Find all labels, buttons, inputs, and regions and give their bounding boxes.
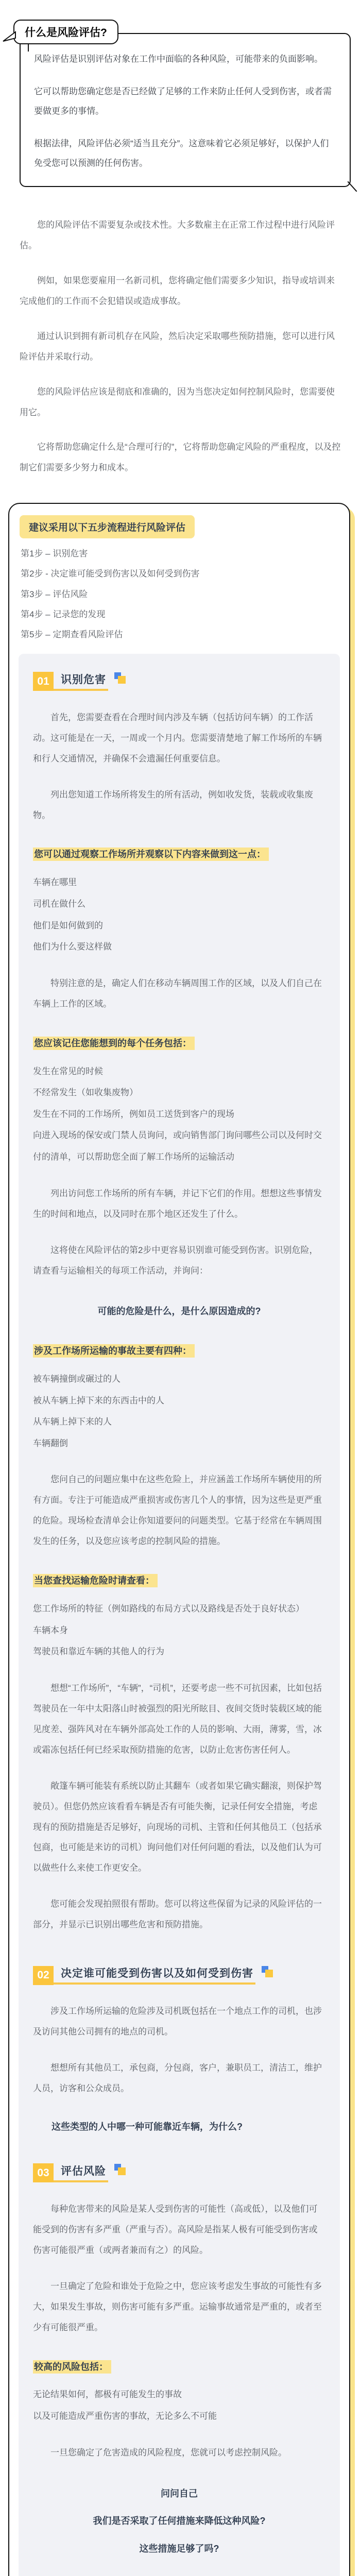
list-line: 您工作场所的特征（例如路线的布局方式以及路线是否处于良好状态） bbox=[33, 1603, 304, 1614]
paragraph: 一旦确定了危险和谁处于危险之中，您应该考虑发生事故的可能性有多大，如果发生事故，则伤害可能有多严重。运输事故通常是严重的，或者至少有可能很严重。 bbox=[33, 2281, 322, 2332]
section-header bbox=[33, 671, 325, 692]
step-list bbox=[19, 544, 340, 644]
list-line: 向进入现场的保安或门禁人员询问，或向销售部门询问哪些公司以及何时交付的清单，可以帮助您全面了解工作场所的运输活动 bbox=[33, 1130, 322, 1162]
step-item: 第4步 – 记录您的发现 bbox=[21, 609, 106, 619]
yellow-square bbox=[118, 2167, 126, 2175]
step-item: 第3步 – 评估风险 bbox=[21, 589, 88, 599]
subheading-highlight: 您可以通过观察工作场所并观察以下内容来做到这一点： bbox=[33, 848, 269, 861]
list-line: 被从车辆上掉下来的东西击中的人 bbox=[33, 1395, 164, 1405]
subheading-highlight: 较高的风险包括： bbox=[33, 2360, 111, 2374]
five-step-title-highlight: 建议采用以下五步流程进行风险评估 bbox=[20, 515, 195, 538]
section-number-badge: 01 bbox=[33, 672, 54, 691]
section-title: 评估风险 bbox=[61, 2165, 106, 2177]
section-title: 识别危害 bbox=[61, 673, 106, 686]
list-line: 驾驶员和靠近车辆的其他人的行为 bbox=[33, 1647, 164, 1657]
step-item: 第5步 – 定期查看风险评估 bbox=[21, 629, 123, 639]
list-line: 车辆在哪里 bbox=[33, 877, 77, 888]
overlap-squares-icon bbox=[262, 1965, 274, 1978]
paragraph: 您可能会发现拍照很有帮助。您可以将这些保留为记录的风险评估的一部分，并显示已识别出哪些危害和预防措施。 bbox=[33, 1899, 322, 1930]
paragraph: 它可以帮助您确定您是否已经做了足够的工作来防止任何人受到伤害，或者需要做更多的事情。 bbox=[34, 87, 332, 116]
section-title: 决定谁可能受到伤害以及如何受到伤害 bbox=[61, 1968, 253, 1980]
paragraph: 风险评估是识别评估对象在工作中面临的各种风险，可能带来的负面影响。 bbox=[34, 54, 323, 64]
list-line: 发生在不同的工作场所，例如员工送货到客户的现场 bbox=[33, 1109, 234, 1119]
section-02 bbox=[33, 1965, 325, 2133]
list-line: 发生在常见的时候 bbox=[33, 1066, 103, 1076]
overlap-squares-icon bbox=[114, 671, 127, 685]
question-line: 可能的危险是什么，是什么原因造成的? bbox=[97, 1306, 261, 1317]
list-line: 车辆翻倒 bbox=[33, 1438, 68, 1448]
section-header bbox=[33, 2163, 325, 2183]
subheading-highlight-row bbox=[33, 1571, 325, 1591]
subheading-highlight-row bbox=[33, 1034, 325, 1054]
paragraph: 这将使在风险评估的第2步中更容易识别谁可能受到伤害。识别危险，请查看与运输相关的每项工作活动，并询问： bbox=[33, 1245, 318, 1276]
list-line: 无论结果如何，都极有可能发生的事故 bbox=[33, 2389, 182, 2400]
subheading-highlight-row bbox=[33, 2358, 325, 2377]
paragraph: 想想“工作场所”，“车辆”，“司机”，还要考虑一些不可抗因素，比如包括驾驶员在一年中太阳落山时被强烈的阳光所眩目、夜间交货时装载区域的能见度差、强阵风对在车辆外部高处工作的人员的影响、大雨，薄雾，雪，冰或霜冻包括任何已经采取预防措施的危害，以防止危害伤害任何人。 bbox=[33, 1683, 322, 1755]
paragraph: 特别注意的是，确定人们在移动车辆周围工作的区域，以及人们自己在车辆上工作的区域。 bbox=[33, 978, 322, 1009]
yellow-square bbox=[118, 676, 126, 684]
paragraph: 列出您知道工作场所将发生的所有活动，例如收发货，装载或收集废物。 bbox=[33, 789, 313, 820]
subheading-highlight: 您应该记住您能想到的每个任务包括： bbox=[33, 1037, 195, 1050]
paragraph: 您问自己的问题应集中在这些危险上，并应涵盖工作场所车辆使用的所有方面。专注于可能造成严重损害或伤害几个人的事情，因为这些是更严重的危险。现场检查清单会让你知道要问的问题类型。它基于经常在车辆周围发生的任务，以及您应该考虑的控制风险的措施。 bbox=[33, 1475, 322, 1547]
section-heading bbox=[33, 671, 106, 692]
subheading-highlight: 涉及工作场所运输的事故主要有四种： bbox=[33, 1344, 195, 1358]
paragraph: 通过认识到拥有新司机存在风险，然后决定采取哪些预防措施，您可以进行风险评估并采取行动。 bbox=[20, 331, 335, 362]
list-line: 被车辆撞倒或碾过的人 bbox=[33, 1374, 121, 1384]
paragraph: 您的风险评估不需要复杂或技术性。大多数雇主在正常工作过程中进行风险评估。 bbox=[20, 219, 335, 250]
list-line: 司机在做什么 bbox=[33, 899, 85, 909]
section-heading bbox=[33, 2163, 106, 2183]
subheading-highlight: 当您查找运输危险时请查看： bbox=[33, 1574, 158, 1587]
question-line: 这些措施足够了吗? bbox=[139, 2543, 219, 2554]
paragraph: 根据法律，风险评估必须“适当且充分”。这意味着它必须足够好，以保护人们免受您可以预测的任何伤害。 bbox=[34, 139, 329, 168]
paragraph: 敞篷车辆可能装有系统以防止其翻车（或者如果它确实翻滚，则保护驾驶员）。但您仍然应该看看车辆是否有可能失衡，记录任何安全措施，考虑现有的预防措施是否足够好，向现场的司机、主管和任何其他员工（包括承包商，也可能是来访的司机）询问他们对任何问题的看法，以及他们认为可以做些什么来使工作更安全。 bbox=[33, 1781, 322, 1873]
paragraph: 列出访问您工作场所的所有车辆，并记下它们的作用。想想这些事情发生的时间和地点，以及同时在那个地区还发生了什么。 bbox=[33, 1188, 322, 1219]
intro-paragraphs bbox=[34, 49, 336, 173]
list-line: 他们为什么要这样做 bbox=[33, 942, 112, 952]
paragraph: 首先，您需要查看在合理时间内涉及车辆（包括访问车辆）的工作活动。这可能是在一天，一周或一个月内。您需要清楚地了解工作场所的车辆和行人交通情况，并确保不会遗漏任何重要信息。 bbox=[33, 712, 322, 764]
paragraph: 例如，如果您要雇用一名新司机，您将确定他们需要多少知识，指导或培训来完成他们的工作而不会犯错误或造成事故。 bbox=[20, 275, 335, 306]
list-line: 从车辆上掉下来的人 bbox=[33, 1417, 112, 1427]
paragraph: 一旦您确定了危害造成的风险程度，您就可以考虑控制风险。 bbox=[50, 2447, 287, 2458]
paragraph: 它将帮助您确定什么是“合理可行的”，它将帮助您确定风险的严重程度，以及控制它们需要多少努力和成本。 bbox=[20, 442, 341, 473]
question-line: 问问自己 bbox=[161, 2488, 198, 2499]
section-number-badge: 02 bbox=[33, 1966, 54, 1985]
paragraph: 涉及工作场所运输的危险涉及司机既包括在一个地点工作的司机，也涉及访问其他公司拥有的地点的司机。 bbox=[33, 2006, 322, 2037]
intro-title-bubble bbox=[13, 20, 118, 44]
question-line: 这些类型的人中哪一种可能靠近车辆，为什么? bbox=[51, 2121, 243, 2132]
paragraph: 您的风险评估应该是彻底和准确的，因为当您决定如何控制风险时，您需要使用它。 bbox=[20, 386, 335, 417]
intro-box bbox=[20, 27, 351, 187]
section-header bbox=[33, 1965, 325, 1986]
section-heading bbox=[33, 1965, 253, 1986]
five-step-box bbox=[8, 503, 350, 2576]
lead-paragraphs bbox=[20, 215, 341, 478]
question-line: 我们是否采取了任何措施来降低这种风险? bbox=[93, 2516, 266, 2527]
subheading-highlight-row bbox=[33, 1342, 325, 1361]
step-item: 第2步 - 决定谁可能受到伤害以及如何受到伤害 bbox=[21, 569, 200, 579]
list-line: 他们是如何做到的 bbox=[33, 920, 103, 930]
paragraph: 想想所有其他员工，承包商，分包商，客户，兼职员工，清洁工，维护人员，访客和公众成员。 bbox=[33, 2063, 322, 2094]
paragraph: 每种危害带来的风险是某人受到伤害的可能性（高或低），以及他们可能受到的伤害有多严重（严重与否）。高风险是指某人极有可能受到伤害或伤害可能很严重（或两者兼而有之）的风险。 bbox=[33, 2204, 318, 2255]
step-item: 第1步 – 识别危害 bbox=[21, 549, 88, 559]
list-line: 车辆本身 bbox=[33, 1625, 68, 1635]
list-line: 不经常发生（如收集废物） bbox=[33, 1088, 138, 1098]
bubble-tail-line bbox=[28, 43, 29, 52]
section-number-badge: 03 bbox=[33, 2163, 54, 2182]
subheading-highlight-row bbox=[33, 845, 325, 865]
sections-panel bbox=[19, 654, 340, 2576]
overlap-squares-icon bbox=[114, 2163, 127, 2176]
list-line: 以及可能造成严重伤害的事故，无论多么不可能 bbox=[33, 2411, 217, 2421]
yellow-square bbox=[265, 1970, 273, 1977]
section-01 bbox=[33, 671, 325, 1935]
intro-title: 什么是风险评估? bbox=[25, 27, 107, 39]
intro-box-body bbox=[20, 27, 351, 187]
paragraph bbox=[33, 2574, 325, 2576]
bubble-tail-icon bbox=[3, 30, 16, 42]
section-03 bbox=[33, 2163, 325, 2576]
